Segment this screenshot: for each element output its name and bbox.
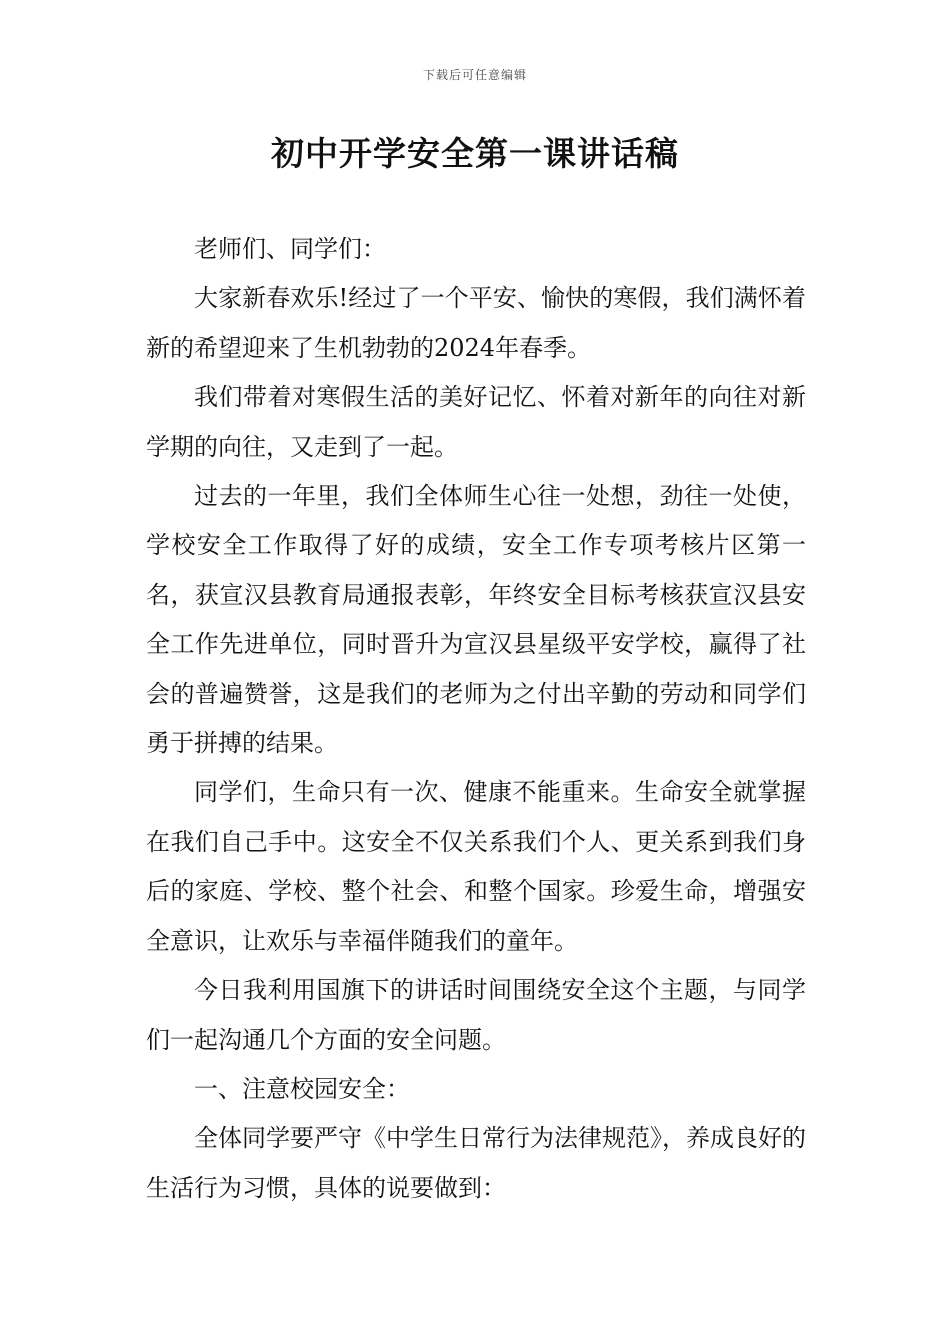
section-heading: 一、注意校园安全：	[194, 1074, 410, 1103]
document-title: 初中开学安全第一课讲话稿	[271, 134, 679, 173]
paragraph: 过去的一年里，我们全体师生心往一处想，劲往一处使，学校安全工作取得了好的成绩，安全工作专项考核片区第一名，获宣汉县教育局通报表彰，年终安全目标考核获宣汉县安全工作先进单位，同时晋升为宣汉县星级平安学校，赢得了社会的普遍赞誉，这是我们的老师为之付出辛勤的劳动和同学们勇于拼搏的结果。	[146, 482, 806, 758]
paragraph: 今日我利用国旗下的讲话时间围绕安全这个主题，与同学们一起沟通几个方面的安全问题。	[146, 976, 806, 1054]
paragraph: 全体同学要严守《中学生日常行为法律规范》，养成良好的生活行为习惯，具体的说要做到：	[146, 1124, 806, 1202]
paragraph: 我们带着对寒假生活的美好记忆、怀着对新年的向往对新学期的向往，又走到了一起。	[146, 383, 806, 461]
paragraph: 同学们，生命只有一次、健康不能重来。生命安全就掌握在我们自己手中。这安全不仅关系我们个人、更关系到我们身后的家庭、学校、整个社会、和整个国家。珍爱生命，增强安全意识，让欢乐与幸福伴随我们的童年。	[146, 778, 806, 955]
page-header-note: 下载后可任意编辑	[422, 68, 527, 82]
paragraph-greeting: 老师们、同学们：	[194, 235, 386, 263]
document-body	[146, 225, 806, 1213]
paragraph: 大家新春欢乐!经过了一个平安、愉快的寒假，我们满怀着新的希望迎来了生机勃勃的2024年春季。	[146, 284, 806, 362]
